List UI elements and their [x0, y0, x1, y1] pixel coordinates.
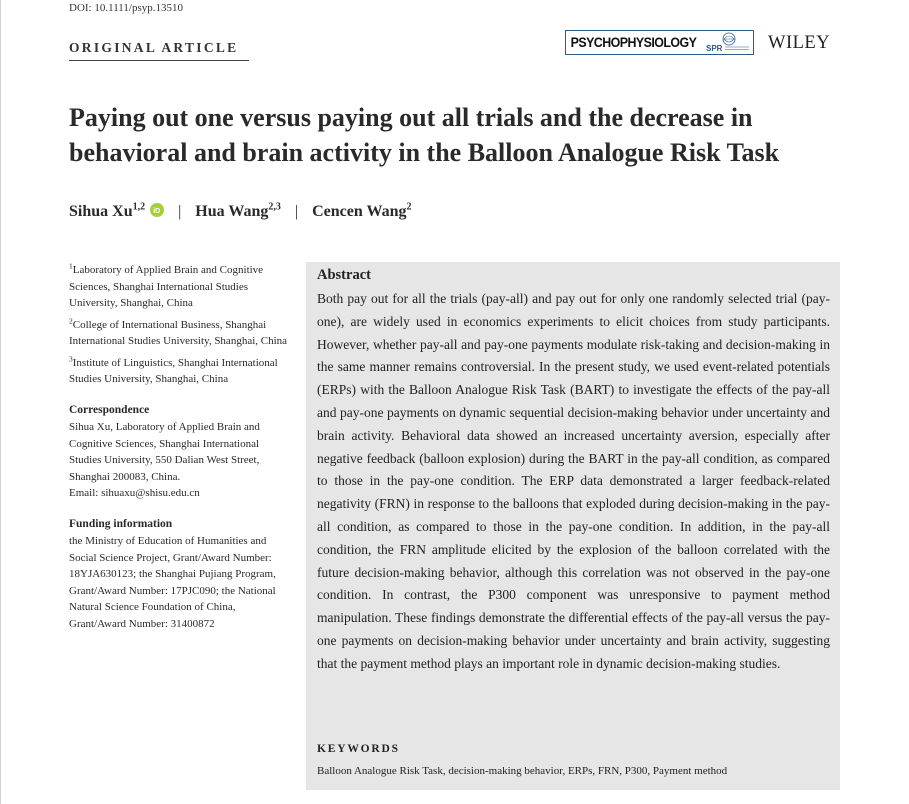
article-title: Paying out one versus paying out all trials and the decrease in behavioral and brain activity in the Balloon Analogue Risk Task	[69, 103, 780, 167]
keywords-heading: KEYWORDS	[317, 743, 400, 755]
abstract-text: Both pay out for all the trials (pay-all) and pay out for only one randomly selected trial (pay-one), are widely used in economics experiments to elicit choices from study participants. However, whether pay-all and pay-one payments modulate risk-taking and decision-making in the same manner remains controversial. In the present study, we used event-related potentials (ERPs) with the Balloon Analogue Risk Task (BART) to investigate the effects of the pay-all and pay-one payments on dynamic sequential decision-making behavior under uncertainty and brain activity. Behavioral data showed an increased uncertainty aversion, especially after negative feedback (balloon explosion) during the BART in the pay-all condition, as compared to those in the pay-one condition. The ERP data demonstrated a larger feedback-related negativity (FRN) in response to the balloons that exploded during decision-making in the pay-all condition, as compared to those in the pay-one condition. In addition, in the pay-all condition, the FRN amplitude elicited by the explosion of the balloon correlated with the future decision-making behavior, although this correlation was not observed in the pay-one condition. In contrast, the P300 component was unresponsive to payment method manipulation. These findings demonstrate the differential effects of the pay-all versus the pay-one payments on decision-making behavior under uncertainty and brain activity, suggesting that the payment method plays an important role in dynamic decision-making studies.	[317, 291, 830, 671]
abstract-box	[306, 262, 840, 790]
spr-abbrev: SPR	[706, 44, 723, 53]
orcid-icon[interactable]	[150, 203, 164, 217]
author-2[interactable]: Hua Wang$^{2,3}$	[195, 201, 281, 220]
funding-text: the Ministry of Education of Humanities and Social Science Project, Grant/Award Number: 18YJA630123; the Shanghai Pujiang Program, Grant/Award Number: 17PJC090; the National Natural Science Foundation of China, Grant/Award Number: 31400872	[69, 535, 276, 630]
author-separator: |	[178, 203, 182, 220]
keywords-text: Balloon Analogue Risk Task, decision-making behavior, ERPs, FRN, P300, Payment method	[317, 765, 728, 777]
author-list	[69, 203, 411, 221]
affiliation-1: $^1$Laboratory of Applied Brain and Cognitive Sciences, Shanghai International Studies University, Shanghai, China	[69, 261, 264, 309]
svg-text:iD: iD	[153, 208, 161, 215]
article-sidebar	[69, 262, 289, 632]
affiliation-2: $^2$College of International Business, Shanghai International Studies University, Shanghai, China	[69, 315, 288, 347]
correspondence-text: Sihua Xu, Laboratory of Applied Brain and Cognitive Sciences, Shanghai International Studies University, 550 Dalian West Street, Shanghai 200083, China.	[69, 421, 260, 483]
author-3[interactable]: Cencen Wang$^2$	[312, 201, 412, 220]
author-separator: |	[294, 203, 299, 220]
journal-name: PSYCHOPHYSIOLOGY	[570, 35, 697, 50]
page-left-border	[0, 0, 1, 804]
article-type-label: ORIGINAL ARTICLE	[69, 40, 239, 55]
abstract-heading: Abstract	[317, 267, 371, 283]
funding-heading: Funding information	[69, 517, 173, 530]
article-type-underline	[69, 60, 249, 61]
author-1[interactable]: Sihua Xu$^{1,2}$	[69, 201, 146, 220]
correspondence-heading: Correspondence	[69, 403, 150, 416]
correspondence-email[interactable]: Email: sihuaxu@shisu.edu.cn	[69, 487, 200, 499]
affiliation-3: $^3$Institute of Linguistics, Shanghai International Studies University, Shanghai, China	[69, 353, 278, 385]
spr-society-logo-icon	[705, 32, 751, 53]
journal-logo[interactable]	[565, 30, 754, 55]
doi-line[interactable]: DOI: 10.1111/psyp.13510	[69, 2, 183, 14]
publisher-logo[interactable]: WILEY	[768, 33, 831, 53]
